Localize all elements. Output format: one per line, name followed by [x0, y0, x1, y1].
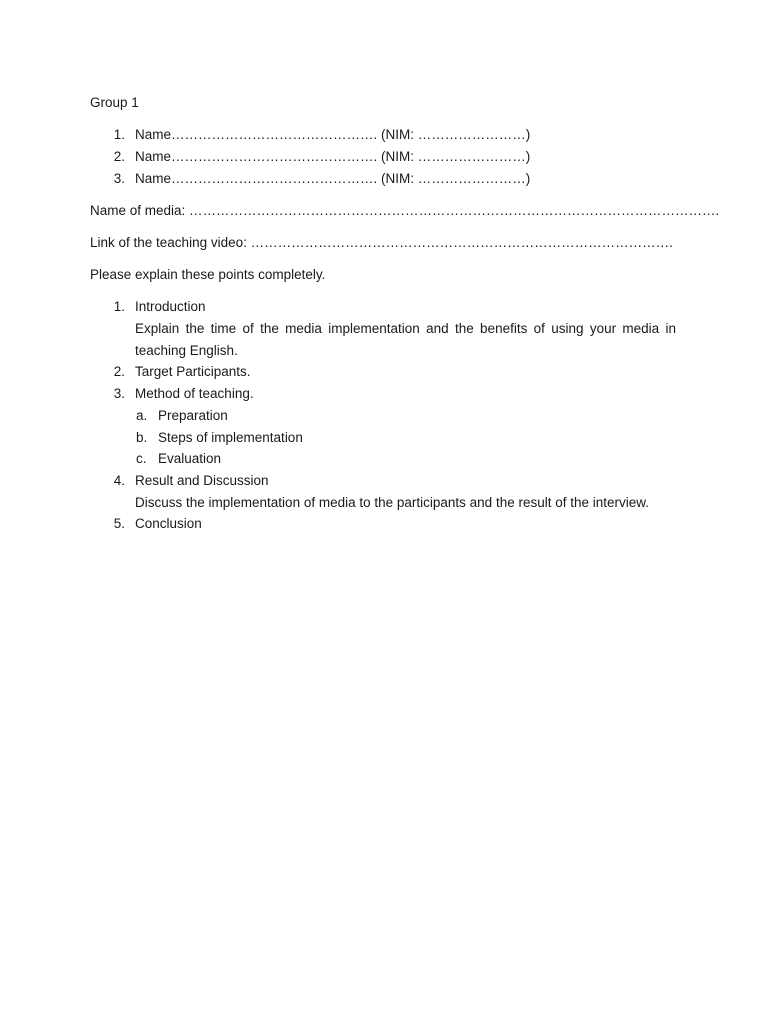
point-title-introduction: Introduction	[135, 299, 206, 314]
point-description: Discuss the implementation of media to the participants and the result of the interview.	[135, 495, 650, 510]
sub-point-preparation: Preparation	[158, 408, 228, 423]
point-description-cont: teaching English.	[135, 343, 238, 358]
member-number: 1.	[113, 127, 125, 142]
point-number: 4.	[113, 473, 125, 488]
sub-point-letter: c.	[136, 451, 147, 466]
point-number: 3.	[113, 386, 125, 401]
sub-point-steps: Steps of implementation	[158, 430, 303, 445]
sub-point-letter: b.	[136, 430, 148, 445]
point-number: 2.	[113, 364, 125, 379]
media-name-line: Name of media: ……………………………………………………………………………………………………….	[90, 203, 720, 218]
member-line: Name………………………………………. (NIM: ……………………)	[135, 149, 531, 164]
point-title-conclusion: Conclusion	[135, 516, 202, 531]
member-line: Name………………………………………. (NIM: ……………………)	[135, 171, 531, 186]
member-number: 2.	[113, 149, 125, 164]
point-title-result: Result and Discussion	[135, 473, 269, 488]
point-number: 5.	[113, 516, 125, 531]
member-line: Name………………………………………. (NIM: ……………………)	[135, 127, 531, 142]
point-title-method: Method of teaching.	[135, 386, 254, 401]
sub-point-letter: a.	[136, 408, 148, 423]
point-description: Explain the time of the media implementation and the benefits of using your media in	[135, 321, 676, 336]
sub-point-evaluation: Evaluation	[158, 451, 222, 466]
point-number: 1.	[113, 299, 125, 314]
video-link-line: Link of the teaching video: ………………………………………………………………………………….	[90, 235, 673, 250]
point-title-target: Target Participants.	[135, 364, 251, 379]
member-number: 3.	[113, 171, 125, 186]
instruction-text: Please explain these points completely.	[90, 267, 326, 282]
group-heading: Group 1	[90, 95, 139, 110]
